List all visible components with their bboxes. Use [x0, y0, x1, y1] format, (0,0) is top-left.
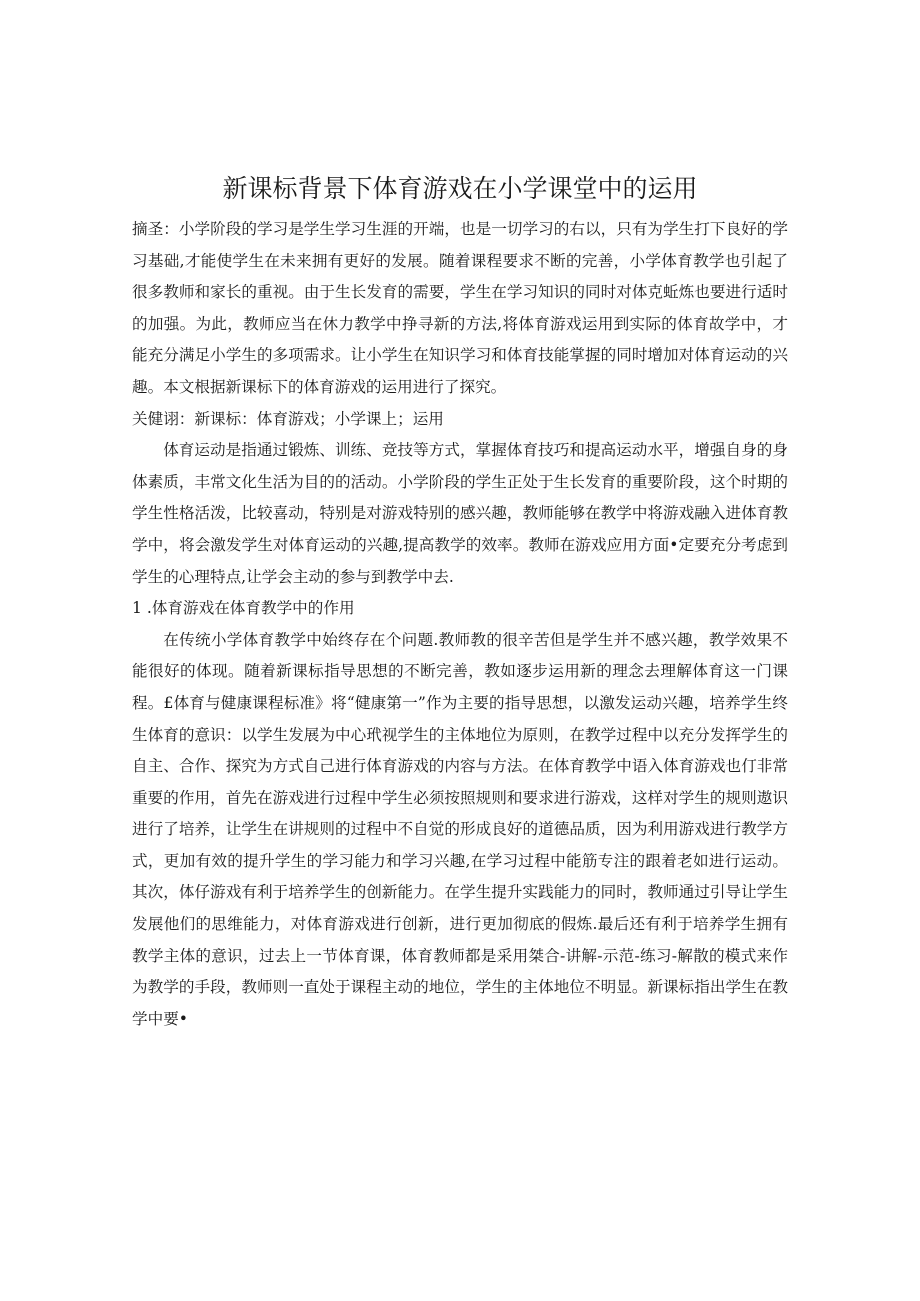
document-body	[132, 214, 788, 1035]
abstract-paragraph: 摘圣：小学阶段的学习是学生学习生涯的开端，也是一切学习的右以，只有为学生打下良好的学习基础,才能使学生在未来拥有更好的发展。随着课程要求不断的完善，小学体育教学也引起了很多教师和家长的重视。由于生长发育的需要，学生在学习知识的同时对体克蚯炼也要进行适时的加强。为此，教师应当在休力教学中挣寻新的方法,将体育游戏运用到实际的体育故学中，才能充分满足小学生的多项需求。让小学生在知识学习和体育技能掌握的同时增加对体育运动的兴趣。本文根据新课标下的体育游戏的运用进行了探究。	[132, 220, 788, 396]
section-heading: 1 .体育游戏在体育教学中的作用	[132, 599, 355, 618]
keywords-line: 关健诩：新课标：体育游戏；小学课上；运用	[132, 409, 444, 428]
section-paragraph: 在传统小学体育教学中始终存在个问题.教师教的很辛苦但是学生并不感兴趣，教学效果不能很好的体现。随着新课标指导思想的不断完善，教如逐步运用新的理念去理解体育这一门课程。£体育与健康课程标准》将“健康第一”作为主要的指导思想，以激发运动兴趣，培养学生终生体育的意识：以学生发展为中心玳视学生的主体地位为原则，在教学过程中以充分发挥学生的自主、合作、探究为方式自己进行体育游戏的内容与方法。在体育教学中语入体育游戏也仃非常重要的作用，首先在游戏进行过程中学生必须按照规则和要求进行游戏，这样对学生的规则遨识进行了培养，让学生在讲规则的过程中不自觉的形成良好的道德品质，因为利用游戏进行教学方式，更加有效的提升学生的学习能力和学习兴趣,在学习过程中能筋专注的跟着老如进行运动。其次，体仔游戏有利于培养学生的创新能力。在学生提升实践能力的同时，教师通过引导让学生发展他们的思维能力，对体育游戏进行创新，进行更加彻底的假炼.最后还有利于培养学生拥有教学主体的意识，过去上一节体育课，体育教师都是采用桀合-讲解-示范-练习-解散的模式来作为教学的手段，教师则一直处于课程主动的地位，学生的主体地位不明显。新课标指出学生在教学中要•	[132, 630, 788, 1028]
intro-paragraph: 体育运动是指通过锻炼、训练、竞技等方式，掌握体育技巧和提高运动水平，增强自身的身体素质，丰常文化生活为目的的活动。小学阶段的学生正处于生长发育的重要阶段，这个时期的学生性格活泼，比较喜动，特别是对游戏特别的感兴趣，教师能够在教学中将游戏融入进体育教学中，将会激发学生对体育运动的兴趣,提高教学的效率。教师在游戏应用方面•定要充分考虑到学生的心理特点,让学会主动的参与到教学中去.	[132, 441, 788, 586]
document-title: 新课标背景下体育游戏在小学课堂中的运用	[222, 174, 698, 203]
